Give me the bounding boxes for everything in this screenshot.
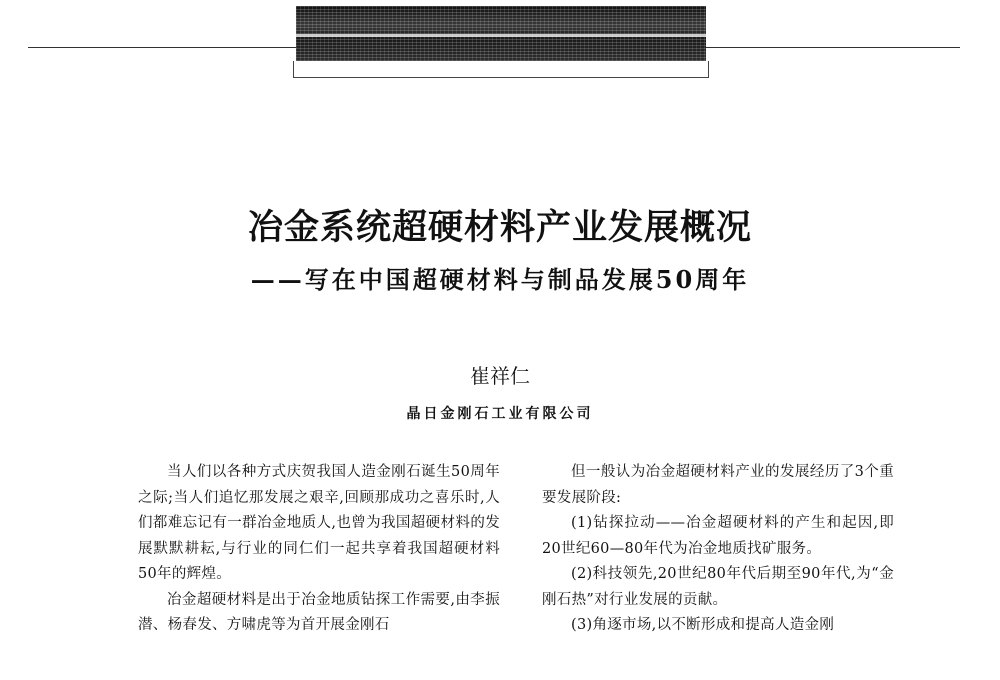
article-subtitle: ——写在中国超硬材料与制品发展50周年: [250, 265, 750, 294]
author-affiliation: 晶日金刚石工业有限公司: [406, 406, 594, 422]
paragraph: (1)钻探拉动——冶金超硬材料的产生和起因,即20世纪60—80年代为冶金地质找矿服务。: [542, 515, 894, 557]
banner-stripe: [296, 34, 706, 37]
paragraph: 当人们以各种方式庆贺我国人造金刚石诞生50周年之际;当人们追忆那发展之艰辛,回顾那成功之喜乐时,人们都难忘记有一群冶金地质人,也曾为我国超硬材料的发展默默耕耘,与行业的同仁们一起共享着我国超硬材料50年的辉煌。: [138, 464, 500, 582]
paragraph: (2)科技领先,20世纪80年代后期至90年代,为“金刚石热”对行业发展的贡献。: [542, 566, 894, 608]
header-rule-right: [706, 47, 960, 48]
header-rule-left: [28, 47, 296, 48]
body-column-left: [138, 460, 500, 639]
paragraph: 冶金超硬材料是出于冶金地质钻探工作需要,由李振潜、杨春发、方啸虎等为首开展金刚石: [138, 591, 500, 633]
halftone-banner-icon: [296, 6, 706, 61]
article-title: 冶金系统超硬材料产业发展概况: [247, 207, 752, 248]
paragraph: 但一般认为冶金超硬材料产业的发展经历了3个重要发展阶段:: [542, 464, 894, 506]
banner-frame: [293, 61, 709, 78]
paragraph: (3)角逐市场,以不断形成和提高人造金刚: [571, 617, 835, 633]
body-column-right: [542, 460, 894, 639]
author-name: 崔祥仁: [470, 364, 530, 388]
